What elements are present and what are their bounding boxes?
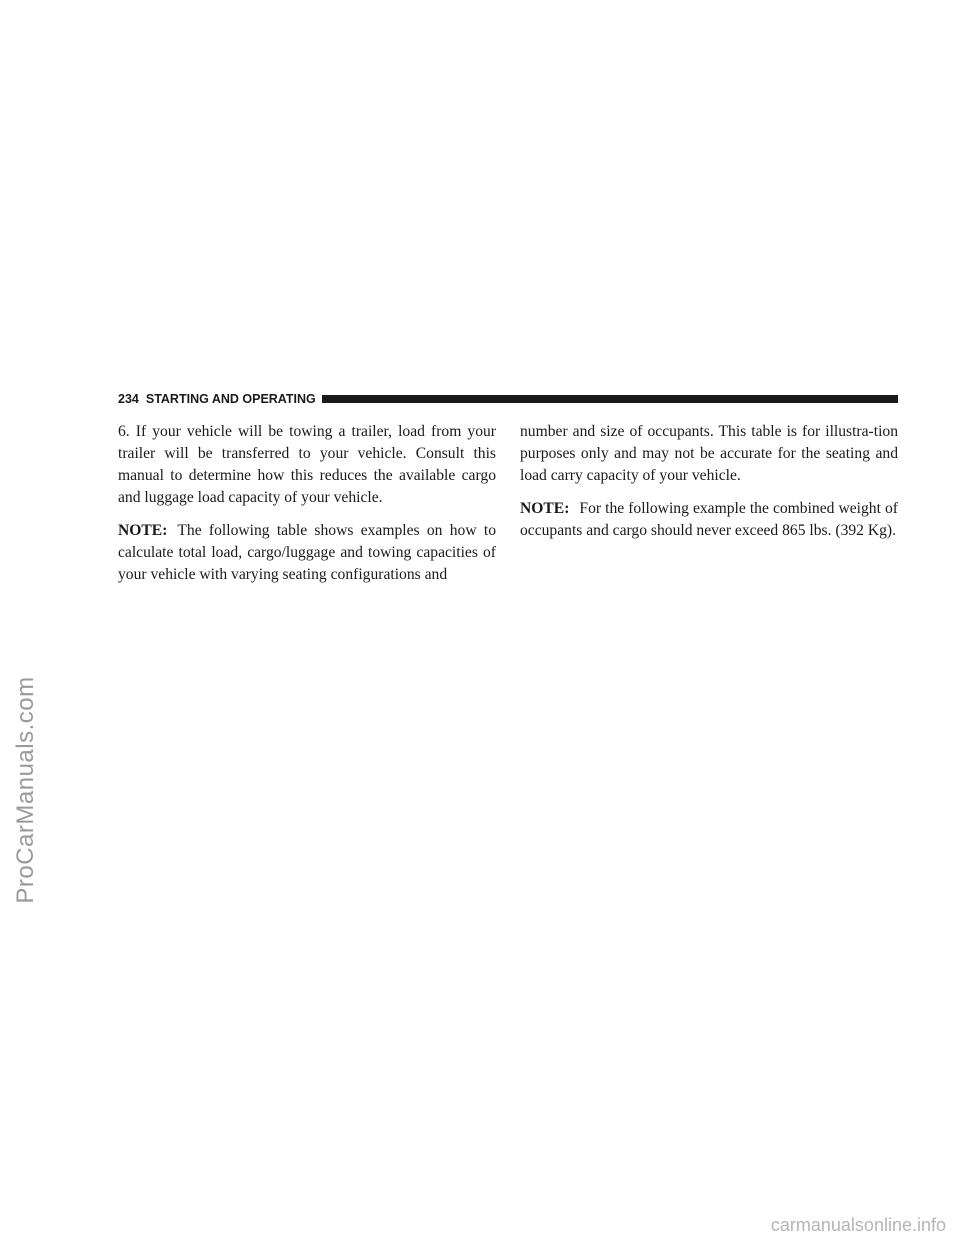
- note-label: NOTE:: [520, 500, 570, 517]
- section-title: STARTING AND OPERATING: [145, 392, 316, 406]
- bottom-watermark: carmanualsonline.info: [770, 1215, 946, 1235]
- page-number: 234: [118, 392, 139, 406]
- note-text: For the following example the combined weight of occupants and cargo should never exceed 865 lbs. (392 Kg).: [520, 500, 898, 539]
- note-text: The following table shows examples on how to calculate total load, cargo/luggage and towing capacities of your vehicle with varying seating configurations and: [118, 522, 496, 583]
- note-table-paragraph: [118, 520, 496, 586]
- right-column: [520, 421, 898, 553]
- note-weight-paragraph: [520, 498, 898, 542]
- trailer-paragraph: 6. If your vehicle will be towing a trailer, load from your trailer will be transferred to your vehicle. Consult this manual to determine how this reduces the available cargo and luggage load capacity of your vehicle.: [118, 423, 496, 506]
- left-column: [118, 421, 496, 597]
- side-watermark: ProCarManuals.com: [12, 676, 39, 904]
- occupants-paragraph: number and size of occupants. This table is for illustra-tion purposes only and may not be accurate for the seating and load carry capacity of your vehicle.: [520, 423, 898, 484]
- header-rule: [322, 395, 898, 403]
- note-label: NOTE:: [118, 522, 168, 539]
- page-header: [118, 388, 898, 410]
